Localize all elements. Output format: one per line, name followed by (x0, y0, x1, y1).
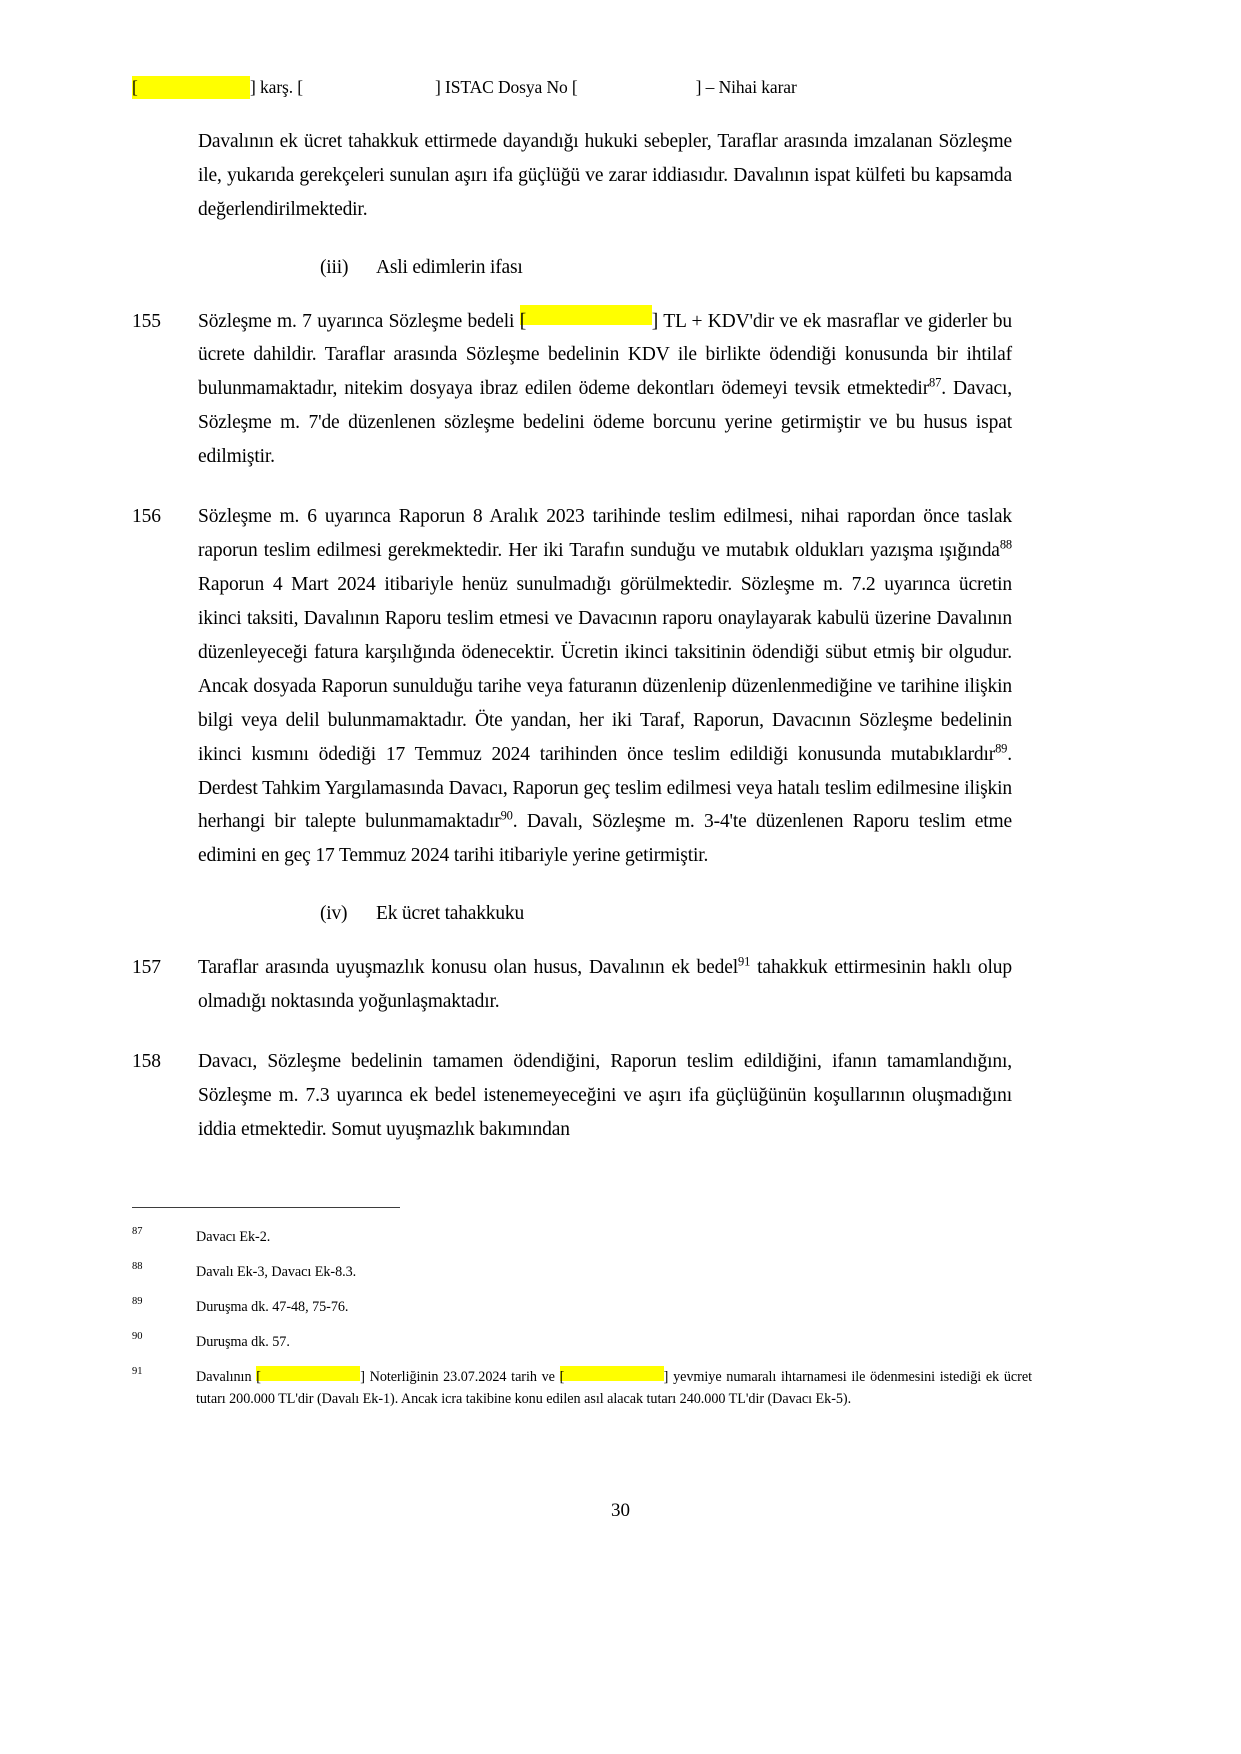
footnote-ref-87[interactable]: 87 (929, 375, 942, 390)
footnote-87-number: 87 (132, 1226, 143, 1237)
paragraph-156-number: 156 (132, 506, 161, 528)
redacted-contract-amount (519, 305, 652, 332)
footnote-91-seg3: ] yevmiye numaralı ihtarnamesi ile ödenmesini istediği ek ücret tutarı 200.000 TL'dir (Davalı Ek-1). Ancak icra takibine konu edilen asıl alacak tutarı 240.000 TL'dir (Davacı Ek-5). (196, 1369, 1032, 1407)
paragraph-156-seg2: Raporun 4 Mart 2024 itibariyle henüz sunulmadığı görülmektedir. Sözleşme m. 7.2 uyarınca ücretin ikinci taksiti, Davalının Raporu teslim etmesi ve Davacının raporu onaylayarak kabulü üzerine Davalının düzenleyeceği fatura karşılığında ödenecektir. Ücretin ikinci taksitinin ödendiği sübut etmiş bir olgudur. Ancak dosyada Raporun sunulduğu tarihe veya faturanın düzenlenip düzenlenmediğine ve tarihine ilişkin bilgi veya delil bulunmamaktadır. Öte yandan, her iki Taraf, Raporun, Davacının Sözleşme bedelinin ikinci kısmını ödediği 17 Temmuz 2024 tarihinden önce teslim edildiği konusunda mutabıklardır (198, 573, 1012, 765)
paragraph-156-seg3: . Derdest Tahkim Yargılamasında Davacı, Raporun geç teslim edilmesi veya hatalı teslim edilmesine ilişkin herhangi bir talepte bulunmamaktadır (198, 743, 1012, 833)
paragraph-158 (132, 1045, 1012, 1147)
heading-iv-numeral: (iv) (320, 903, 348, 925)
footnote-88 (132, 1261, 1032, 1283)
document-header (132, 76, 1012, 99)
header-separator-1: ] karş. [ (250, 77, 304, 97)
paragraph-157 (132, 951, 1012, 1019)
footnote-89-text: Duruşma dk. 47-48, 75-76. (196, 1299, 349, 1315)
footnote-88-text: Davalı Ek-3, Davacı Ek-8.3. (196, 1264, 357, 1280)
heading-iii (132, 257, 1012, 279)
footnote-91 (132, 1366, 1032, 1410)
redacted-notary-name (256, 1366, 360, 1385)
footnote-91-seg1: Davalının (196, 1369, 252, 1385)
footnote-89-number: 89 (132, 1296, 143, 1307)
footnote-ref-88[interactable]: 88 (999, 537, 1012, 552)
footnote-90-text: Duruşma dk. 57. (196, 1334, 290, 1350)
bracket-open-fn-2: [ (559, 1369, 565, 1385)
page-content (132, 0, 1012, 1147)
redacted-party-1 (132, 76, 250, 99)
footnote-ref-90[interactable]: 90 (500, 808, 513, 823)
footnote-area (132, 1207, 1032, 1410)
paragraph-155-text-after: ] TL + KDV'dir ve ek masraflar ve giderler bu ücrete dahildir. Taraflar arasında Sözleşme bedelinin KDV ile birlikte ödendiği konusunda bir ihtilaf bulunmamaktadır, nitekim dosyaya ibraz edilen ödeme dekontları ödemeyi tevsik etmektedir (198, 310, 1012, 400)
footnote-89 (132, 1296, 1032, 1318)
header-case-label: ] ISTAC Dosya No [ (435, 77, 578, 97)
footnote-88-number: 88 (132, 1261, 143, 1272)
paragraph-156-seg4: . Davalı, Sözleşme m. 3-4'te düzenlenen Raporu teslim etme edimini en geç 17 Temmuz 2024 tarihi itibariyle yerine getirmiştir. (198, 811, 1013, 867)
footnote-ref-91[interactable]: 91 (738, 954, 751, 969)
paragraph-157-seg2: tahakkuk ettirmesinin haklı olup olmadığı noktasında yoğunlaşmaktadır. (198, 957, 1012, 1013)
footnote-90-number: 90 (132, 1331, 143, 1342)
paragraph-156-seg1: Sözleşme m. 6 uyarınca Raporun 8 Aralık 2023 tarihinde teslim edilmesi, nihai rapordan önce taslak raporun teslim edilmesi gerekmektedir. Her iki Tarafın sunduğu ve mutabık oldukları yazışma ışığında (198, 506, 1012, 562)
heading-iii-numeral: (iii) (320, 256, 349, 278)
intro-paragraph (132, 125, 1012, 227)
footnote-separator (132, 1207, 400, 1208)
footnote-91-number: 91 (132, 1366, 143, 1377)
footnote-87 (132, 1226, 1032, 1248)
paragraph-156 (132, 500, 1012, 873)
heading-iii-title: Asli edimlerin ifası (376, 256, 523, 278)
paragraph-155 (132, 305, 1012, 475)
footnote-90 (132, 1331, 1032, 1353)
paragraph-158-text: Davacı, Sözleşme bedelinin tamamen ödendiğini, Raporun teslim edildiğini, ifanın tamamlandığını, Sözleşme m. 7.3 uyarınca ek bedel istenemeyeceğini ve aşırı ifa güçlüğünün koşullarının oluşmadığını iddia etmektedir. Somut uyuşmazlık bakımından (198, 1051, 1012, 1140)
bracket-open-1: [ (132, 77, 138, 97)
paragraph-157-number: 157 (132, 957, 161, 979)
footnote-91-seg2: ] Noterliğinin 23.07.2024 tarih ve (360, 1369, 555, 1385)
heading-iv-title: Ek ücret tahakkuku (376, 903, 525, 925)
footnote-ref-89[interactable]: 89 (995, 741, 1008, 756)
paragraph-157-seg1: Taraflar arasında uyuşmazlık konusu olan husus, Davalının ek bedel (198, 957, 739, 979)
heading-iv (132, 903, 1012, 925)
header-suffix: ] – Nihai karar (695, 77, 797, 97)
footnote-87-text: Davacı Ek-2. (196, 1229, 271, 1245)
paragraph-158-number: 158 (132, 1051, 161, 1073)
bracket-open-155: [ (519, 310, 527, 332)
redacted-notary-number (559, 1366, 664, 1385)
intro-paragraph-text: Davalının ek ücret tahakkuk ettirmede dayandığı hukuki sebepler, Taraflar arasında imzalanan Sözleşme ile, yukarıda gerekçeleri sunulan aşırı ifa güçlüğü ve zarar iddiasıdır. Davalının ispat külfeti bu kapsamda değerlendirilmektedir. (198, 130, 1012, 220)
bracket-open-fn-1: [ (256, 1369, 261, 1385)
paragraph-155-text-tail: . Davacı, Sözleşme m. 7'de düzenlenen sözleşme bedelini ödeme borcunu yerine getirmiştir ve bu husus ispat edilmiştir. (198, 378, 1012, 468)
paragraph-155-number: 155 (132, 310, 161, 332)
page-number: 30 (611, 1500, 630, 1521)
paragraph-155-text-before: Sözleşme m. 7 uyarınca Sözleşme bedeli (198, 310, 515, 332)
